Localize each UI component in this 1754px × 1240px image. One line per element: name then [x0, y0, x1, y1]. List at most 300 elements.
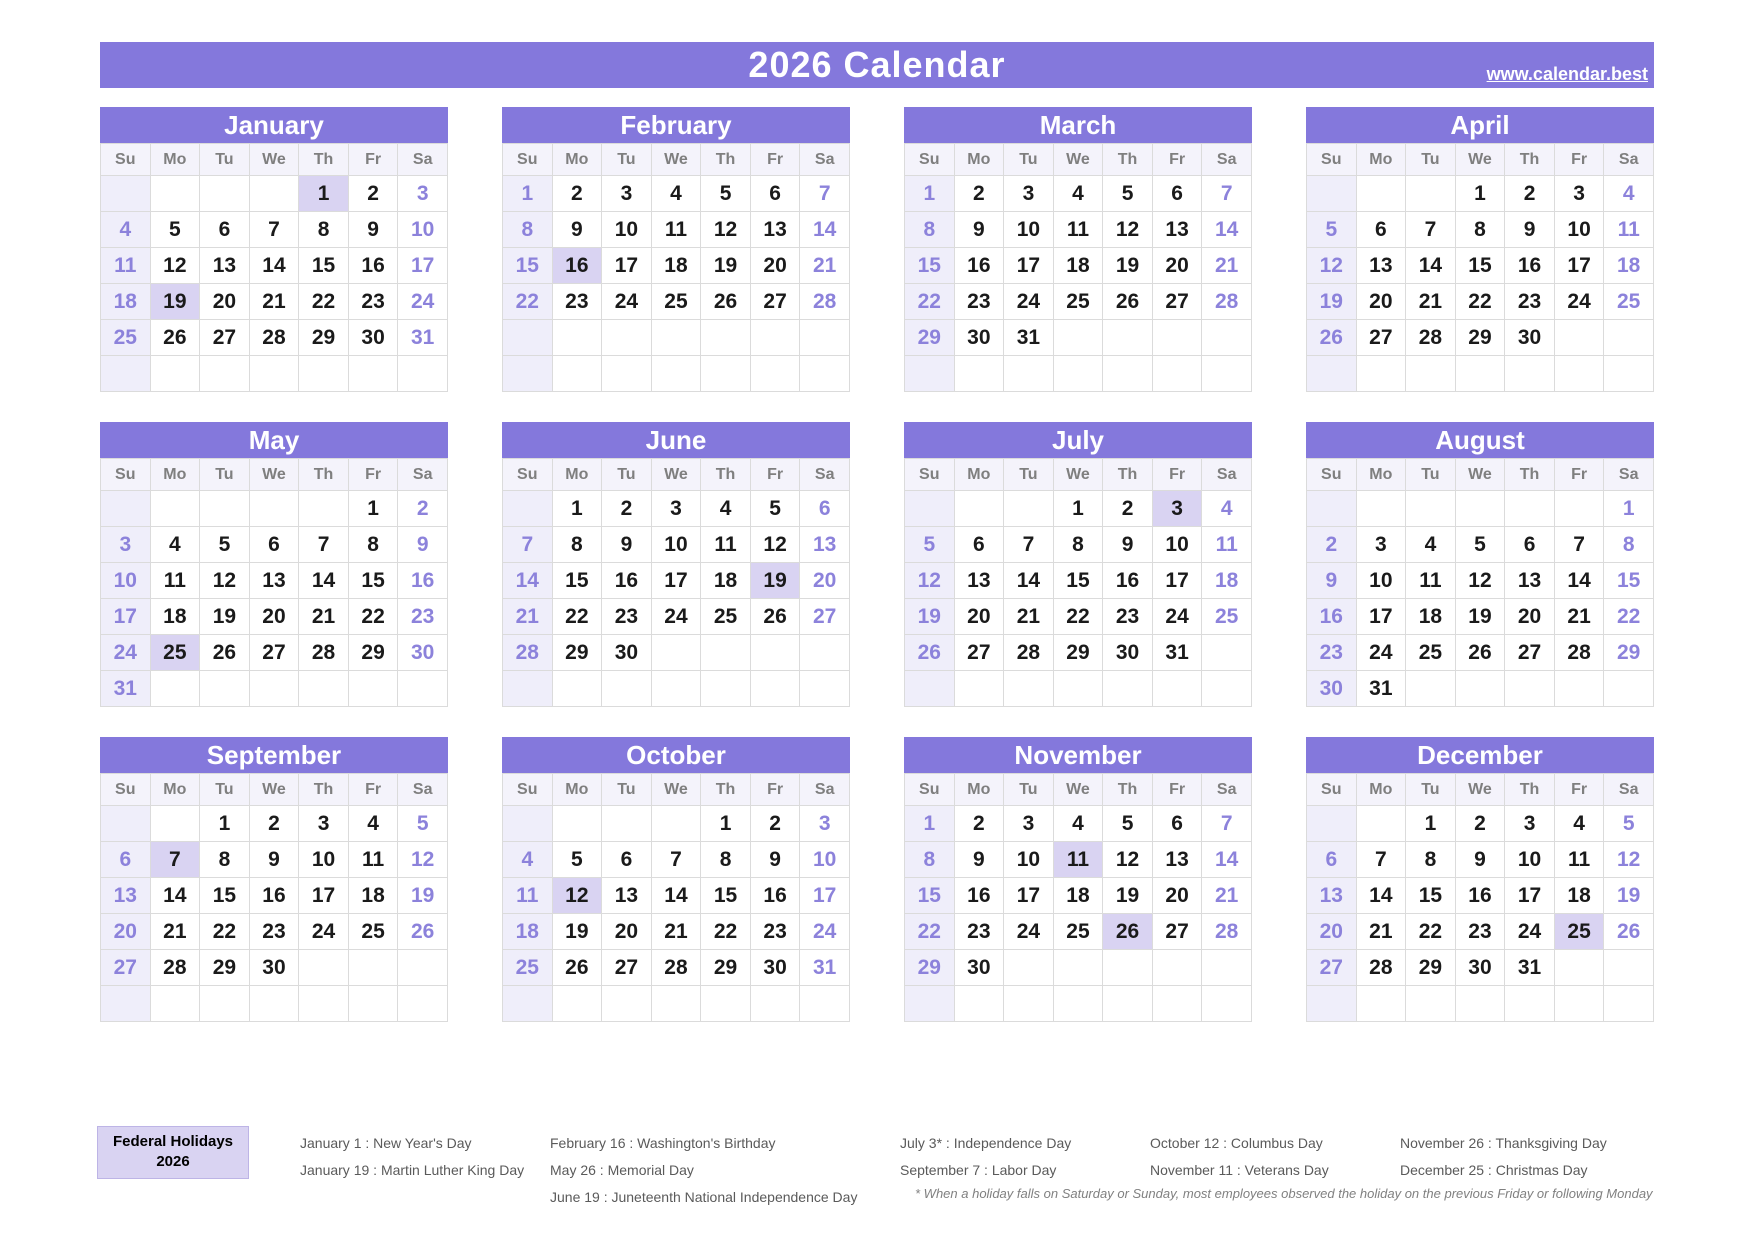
day-cell: 15: [1406, 878, 1456, 914]
day-cell: 31: [1004, 320, 1054, 356]
day-cell: 1: [1604, 491, 1654, 527]
day-cell: 8: [1455, 212, 1505, 248]
day-cell: 19: [1307, 284, 1357, 320]
day-cell: 1: [701, 806, 751, 842]
empty-cell: [101, 986, 151, 1022]
day-cell: 10: [1004, 842, 1054, 878]
day-cell: 7: [1406, 212, 1456, 248]
day-cell: 17: [1505, 878, 1555, 914]
week-row: [503, 950, 850, 986]
week-row: [905, 491, 1252, 527]
week-row: [503, 599, 850, 635]
month-title: May: [100, 422, 448, 458]
day-cell: 15: [905, 878, 955, 914]
header-bar: [100, 42, 1654, 88]
empty-cell: [1356, 986, 1406, 1022]
day-cell: 2: [1505, 176, 1555, 212]
day-cell: 25: [348, 914, 398, 950]
empty-cell: [905, 491, 955, 527]
weekday-header: Th: [1505, 459, 1555, 491]
day-cell: 21: [1202, 878, 1252, 914]
month-december: [1306, 737, 1654, 1022]
day-cell: 31: [1356, 671, 1406, 707]
day-cell: 21: [1554, 599, 1604, 635]
day-cell: 20: [101, 914, 151, 950]
empty-cell: [398, 671, 448, 707]
empty-cell: [1053, 671, 1103, 707]
day-cell: 13: [200, 248, 250, 284]
week-row: [503, 527, 850, 563]
day-cell: 22: [299, 284, 349, 320]
empty-cell: [150, 986, 200, 1022]
day-cell: 3: [398, 176, 448, 212]
day-cell: 27: [800, 599, 850, 635]
day-cell: 26: [1455, 635, 1505, 671]
weekday-header: Tu: [200, 774, 250, 806]
empty-cell: [348, 986, 398, 1022]
legend-item: November 26 : Thanksgiving Day: [1400, 1135, 1607, 1151]
legend-item: September 7 : Labor Day: [900, 1162, 1057, 1178]
empty-cell: [1152, 950, 1202, 986]
months-grid: [100, 107, 1654, 1022]
week-row: [1307, 284, 1654, 320]
day-cell: 16: [249, 878, 299, 914]
day-cell: 14: [1356, 878, 1406, 914]
day-cell: 8: [701, 842, 751, 878]
day-cell: 17: [1356, 599, 1406, 635]
day-cell: 9: [1455, 842, 1505, 878]
empty-cell: [1103, 950, 1153, 986]
weekday-header: Fr: [750, 774, 800, 806]
day-cell: 14: [1004, 563, 1054, 599]
day-cell: 26: [1103, 914, 1153, 950]
weekday-header: Tu: [200, 459, 250, 491]
day-cell: 11: [701, 527, 751, 563]
week-row: [101, 635, 448, 671]
day-cell: 26: [1307, 320, 1357, 356]
day-cell: 29: [1053, 635, 1103, 671]
day-cell: 23: [1455, 914, 1505, 950]
day-cell: 23: [750, 914, 800, 950]
month-july: [904, 422, 1252, 707]
weekday-header: We: [1053, 774, 1103, 806]
weekday-header: Su: [1307, 144, 1357, 176]
day-cell: 18: [651, 248, 701, 284]
month-grid: [1306, 458, 1654, 707]
day-cell: 21: [1356, 914, 1406, 950]
day-cell: 7: [1202, 806, 1252, 842]
empty-cell: [750, 356, 800, 392]
week-row: [503, 635, 850, 671]
weekday-header: Sa: [1202, 144, 1252, 176]
weekday-header-row: [905, 144, 1252, 176]
day-cell: 7: [651, 842, 701, 878]
week-row: [905, 842, 1252, 878]
empty-cell: [1406, 986, 1456, 1022]
empty-cell: [150, 671, 200, 707]
empty-cell: [651, 356, 701, 392]
day-cell: 10: [1505, 842, 1555, 878]
day-cell: 17: [299, 878, 349, 914]
day-cell: 21: [150, 914, 200, 950]
day-cell: 1: [905, 806, 955, 842]
month-title: October: [502, 737, 850, 773]
day-cell: 11: [101, 248, 151, 284]
week-row: [905, 671, 1252, 707]
day-cell: 4: [1202, 491, 1252, 527]
day-cell: 25: [1053, 284, 1103, 320]
day-cell: 22: [348, 599, 398, 635]
day-cell: 5: [1455, 527, 1505, 563]
day-cell: 3: [101, 527, 151, 563]
empty-cell: [750, 635, 800, 671]
day-cell: 12: [905, 563, 955, 599]
empty-cell: [1406, 671, 1456, 707]
weekday-header: We: [651, 459, 701, 491]
weekday-header: We: [1455, 459, 1505, 491]
day-cell: 29: [299, 320, 349, 356]
empty-cell: [249, 176, 299, 212]
week-row: [101, 914, 448, 950]
empty-cell: [150, 806, 200, 842]
day-cell: 8: [1406, 842, 1456, 878]
day-cell: 5: [150, 212, 200, 248]
day-cell: 8: [503, 212, 553, 248]
weekday-header: Su: [1307, 459, 1357, 491]
weekday-header: We: [249, 459, 299, 491]
day-cell: 6: [750, 176, 800, 212]
day-cell: 11: [1053, 212, 1103, 248]
weekday-header-row: [905, 774, 1252, 806]
week-row: [1307, 176, 1654, 212]
empty-cell: [1053, 986, 1103, 1022]
day-cell: 24: [651, 599, 701, 635]
day-cell: 5: [750, 491, 800, 527]
empty-cell: [800, 635, 850, 671]
empty-cell: [1554, 950, 1604, 986]
month-june: [502, 422, 850, 707]
weekday-header: Tu: [602, 774, 652, 806]
week-row: [101, 248, 448, 284]
weekday-header: Su: [503, 774, 553, 806]
day-cell: 3: [602, 176, 652, 212]
empty-cell: [1152, 986, 1202, 1022]
day-cell: 27: [954, 635, 1004, 671]
day-cell: 6: [200, 212, 250, 248]
month-grid: [1306, 143, 1654, 392]
week-row: [503, 671, 850, 707]
day-cell: 26: [701, 284, 751, 320]
empty-cell: [651, 986, 701, 1022]
day-cell: 18: [1604, 248, 1654, 284]
empty-cell: [101, 806, 151, 842]
day-cell: 22: [503, 284, 553, 320]
weekday-header: Tu: [1406, 774, 1456, 806]
day-cell: 14: [651, 878, 701, 914]
day-cell: 6: [954, 527, 1004, 563]
day-cell: 28: [1004, 635, 1054, 671]
week-row: [905, 563, 1252, 599]
legend-column: [900, 1130, 1071, 1184]
empty-cell: [1356, 806, 1406, 842]
day-cell: 31: [1152, 635, 1202, 671]
day-cell: 20: [800, 563, 850, 599]
day-cell: 24: [299, 914, 349, 950]
empty-cell: [1152, 671, 1202, 707]
day-cell: 7: [1202, 176, 1252, 212]
day-cell: 3: [1004, 176, 1054, 212]
weekday-header: Fr: [1554, 144, 1604, 176]
empty-cell: [905, 356, 955, 392]
day-cell: 11: [1406, 563, 1456, 599]
day-cell: 15: [200, 878, 250, 914]
day-cell: 20: [1356, 284, 1406, 320]
month-title: April: [1306, 107, 1654, 143]
week-row: [905, 176, 1252, 212]
weekday-header: We: [1455, 774, 1505, 806]
day-cell: 25: [1053, 914, 1103, 950]
day-cell: 23: [954, 284, 1004, 320]
weekday-header-row: [1307, 144, 1654, 176]
day-cell: 28: [1202, 284, 1252, 320]
day-cell: 17: [398, 248, 448, 284]
week-row: [905, 527, 1252, 563]
day-cell: 23: [1103, 599, 1153, 635]
weekday-header: Mo: [1356, 144, 1406, 176]
week-row: [1307, 986, 1654, 1022]
day-cell: 23: [1505, 284, 1555, 320]
day-cell: 17: [1004, 878, 1054, 914]
day-cell: 26: [150, 320, 200, 356]
day-cell: 1: [1406, 806, 1456, 842]
month-title: July: [904, 422, 1252, 458]
empty-cell: [1604, 950, 1654, 986]
day-cell: 27: [1356, 320, 1406, 356]
empty-cell: [954, 671, 1004, 707]
day-cell: 7: [249, 212, 299, 248]
empty-cell: [1053, 950, 1103, 986]
empty-cell: [200, 356, 250, 392]
day-cell: 12: [1103, 212, 1153, 248]
week-row: [101, 527, 448, 563]
weekday-header: Su: [101, 774, 151, 806]
weekday-header: Th: [1505, 774, 1555, 806]
empty-cell: [1202, 320, 1252, 356]
day-cell: 31: [398, 320, 448, 356]
weekday-header-row: [503, 144, 850, 176]
weekday-header: Mo: [552, 144, 602, 176]
legend-item: November 11 : Veterans Day: [1150, 1162, 1329, 1178]
day-cell: 1: [348, 491, 398, 527]
day-cell: 14: [1554, 563, 1604, 599]
weekday-header: Sa: [800, 774, 850, 806]
week-row: [503, 356, 850, 392]
day-cell: 16: [954, 248, 1004, 284]
empty-cell: [651, 320, 701, 356]
day-cell: 19: [1455, 599, 1505, 635]
weekday-header: Sa: [1604, 144, 1654, 176]
day-cell: 28: [150, 950, 200, 986]
weekday-header: Fr: [750, 144, 800, 176]
weekday-header: Th: [701, 459, 751, 491]
day-cell: 24: [398, 284, 448, 320]
day-cell: 5: [1103, 176, 1153, 212]
day-cell: 24: [800, 914, 850, 950]
day-cell: 10: [1356, 563, 1406, 599]
weekday-header: Mo: [954, 774, 1004, 806]
empty-cell: [1053, 320, 1103, 356]
day-cell: 30: [1505, 320, 1555, 356]
legend-item: October 12 : Columbus Day: [1150, 1135, 1323, 1151]
day-cell: 15: [905, 248, 955, 284]
week-row: [905, 284, 1252, 320]
day-cell: 18: [503, 914, 553, 950]
empty-cell: [1406, 176, 1456, 212]
month-title: June: [502, 422, 850, 458]
legend-footnote: * When a holiday falls on Saturday or Sunday, most employees observed the holiday on the previous Friday or following Monday: [915, 1186, 1653, 1201]
day-cell: 12: [1604, 842, 1654, 878]
empty-cell: [651, 806, 701, 842]
empty-cell: [1307, 491, 1357, 527]
day-cell: 12: [150, 248, 200, 284]
day-cell: 4: [150, 527, 200, 563]
day-cell: 11: [150, 563, 200, 599]
day-cell: 8: [905, 842, 955, 878]
day-cell: 3: [1554, 176, 1604, 212]
empty-cell: [1103, 356, 1153, 392]
day-cell: 15: [1053, 563, 1103, 599]
week-row: [905, 248, 1252, 284]
day-cell: 1: [200, 806, 250, 842]
week-row: [101, 986, 448, 1022]
day-cell: 1: [1053, 491, 1103, 527]
site-link[interactable]: www.calendar.best: [1486, 64, 1648, 84]
empty-cell: [800, 356, 850, 392]
empty-cell: [200, 491, 250, 527]
day-cell: 29: [905, 320, 955, 356]
day-cell: 26: [905, 635, 955, 671]
empty-cell: [602, 806, 652, 842]
empty-cell: [701, 986, 751, 1022]
day-cell: 3: [651, 491, 701, 527]
day-cell: 15: [701, 878, 751, 914]
day-cell: 30: [602, 635, 652, 671]
month-title: August: [1306, 422, 1654, 458]
day-cell: 27: [1152, 284, 1202, 320]
weekday-header: Fr: [1152, 144, 1202, 176]
day-cell: 24: [1004, 914, 1054, 950]
week-row: [101, 671, 448, 707]
weekday-header: Sa: [398, 144, 448, 176]
day-cell: 11: [348, 842, 398, 878]
empty-cell: [800, 986, 850, 1022]
month-title: January: [100, 107, 448, 143]
weekday-header-row: [1307, 774, 1654, 806]
day-cell: 23: [1307, 635, 1357, 671]
day-cell: 22: [1604, 599, 1654, 635]
day-cell: 29: [701, 950, 751, 986]
week-row: [1307, 671, 1654, 707]
empty-cell: [1554, 491, 1604, 527]
day-cell: 12: [398, 842, 448, 878]
day-cell: 15: [299, 248, 349, 284]
empty-cell: [1406, 356, 1456, 392]
day-cell: 12: [1103, 842, 1153, 878]
day-cell: 23: [398, 599, 448, 635]
legend-item: May 26 : Memorial Day: [550, 1162, 694, 1178]
empty-cell: [1455, 356, 1505, 392]
day-cell: 18: [348, 878, 398, 914]
week-row: [1307, 878, 1654, 914]
day-cell: 18: [701, 563, 751, 599]
month-october: [502, 737, 850, 1022]
week-row: [101, 878, 448, 914]
month-grid: [100, 773, 448, 1022]
day-cell: 4: [701, 491, 751, 527]
day-cell: 26: [750, 599, 800, 635]
month-grid: [904, 143, 1252, 392]
empty-cell: [1505, 986, 1555, 1022]
empty-cell: [101, 176, 151, 212]
empty-cell: [954, 986, 1004, 1022]
weekday-header: Tu: [1406, 459, 1456, 491]
day-cell: 17: [1152, 563, 1202, 599]
day-cell: 4: [1554, 806, 1604, 842]
empty-cell: [1004, 356, 1054, 392]
week-row: [101, 284, 448, 320]
empty-cell: [552, 986, 602, 1022]
empty-cell: [1406, 491, 1456, 527]
page-title: 2026 Calendar: [748, 44, 1006, 85]
weekday-header: Sa: [398, 459, 448, 491]
day-cell: 15: [503, 248, 553, 284]
day-cell: 2: [552, 176, 602, 212]
day-cell: 15: [552, 563, 602, 599]
day-cell: 2: [1103, 491, 1153, 527]
day-cell: 27: [249, 635, 299, 671]
weekday-header: We: [249, 144, 299, 176]
day-cell: 16: [1505, 248, 1555, 284]
empty-cell: [1554, 356, 1604, 392]
day-cell: 18: [1554, 878, 1604, 914]
day-cell: 11: [1554, 842, 1604, 878]
legend-item: January 19 : Martin Luther King Day: [300, 1162, 525, 1178]
day-cell: 11: [1053, 842, 1103, 878]
empty-cell: [503, 806, 553, 842]
day-cell: 8: [905, 212, 955, 248]
empty-cell: [701, 671, 751, 707]
month-grid: [904, 458, 1252, 707]
week-row: [503, 914, 850, 950]
day-cell: 14: [299, 563, 349, 599]
day-cell: 9: [1307, 563, 1357, 599]
legend-item: January 1 : New Year's Day: [300, 1135, 472, 1151]
empty-cell: [1103, 671, 1153, 707]
empty-cell: [1202, 671, 1252, 707]
day-cell: 7: [299, 527, 349, 563]
empty-cell: [1202, 356, 1252, 392]
weekday-header: Th: [299, 144, 349, 176]
day-cell: 2: [348, 176, 398, 212]
day-cell: 25: [651, 284, 701, 320]
week-row: [905, 356, 1252, 392]
weekday-header: Su: [905, 144, 955, 176]
day-cell: 18: [1406, 599, 1456, 635]
day-cell: 19: [1103, 248, 1153, 284]
weekday-header: Tu: [1004, 774, 1054, 806]
day-cell: 16: [602, 563, 652, 599]
empty-cell: [1307, 176, 1357, 212]
